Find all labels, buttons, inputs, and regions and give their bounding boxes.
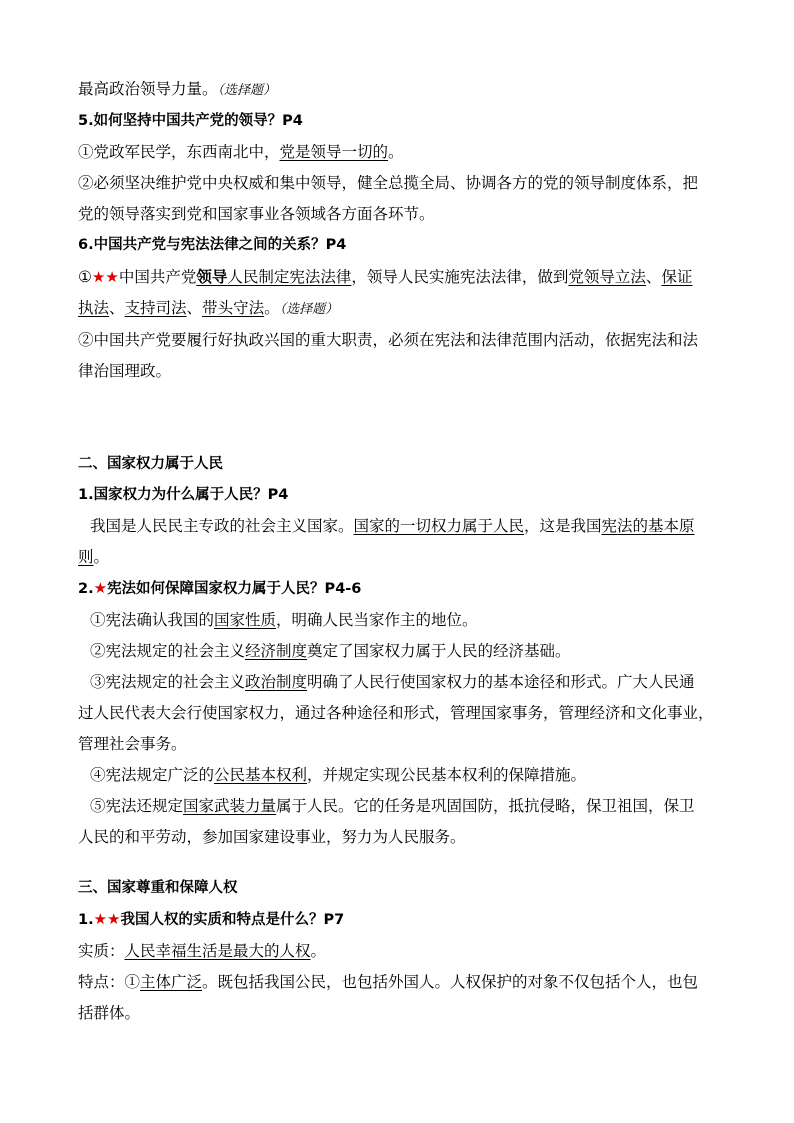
question-heading xyxy=(78,573,724,605)
answer-line xyxy=(78,760,724,791)
text: ③宪法规定的社会主义 xyxy=(90,673,246,691)
answer-line: 律治国理政。 xyxy=(78,362,172,380)
underlined-keyword: 公民基本权利 xyxy=(214,766,308,784)
section-heading: 三、国家尊重和保障人权 xyxy=(78,880,238,896)
underlined-keyword: 经济制度 xyxy=(245,642,308,660)
underlined-keyword: 领导 xyxy=(196,267,228,286)
text: 1. xyxy=(78,912,94,928)
text: 特点：① xyxy=(78,973,141,991)
answer-line xyxy=(78,261,724,293)
underlined-keyword: 带头守法 xyxy=(202,299,265,317)
answer-line xyxy=(78,542,724,573)
text: 。既包括我国公民，也包括外国人。人权保护的对象不仅包括个人，也包 xyxy=(202,973,699,991)
underlined-keyword: 执法 xyxy=(78,299,110,317)
text: 、 xyxy=(645,268,662,286)
answer-line xyxy=(78,636,724,667)
answer-line: 党的领导落实到党和国家事业各领域各方面各环节。 xyxy=(78,205,435,223)
section-heading: 二、国家权力属于人民 xyxy=(78,456,223,472)
text: 我国人权的实质和特点是什么？P7 xyxy=(120,912,345,928)
text: 宪法如何保障国家权力属于人民？P4-6 xyxy=(107,581,362,597)
answer-line xyxy=(78,511,724,542)
answer-line xyxy=(78,967,724,998)
text: ②宪法规定的社会主义 xyxy=(90,642,246,660)
question-heading: 5.如何坚持中国共产党的领导？P4 xyxy=(78,113,303,129)
text: ⑤宪法还规定 xyxy=(90,797,184,815)
text: 。 xyxy=(264,299,280,317)
text: 属于人民。它的任务是巩固国防，抵抗侵略，保卫祖国，保卫 xyxy=(276,797,695,815)
answer-line xyxy=(78,791,724,822)
note-label: （选择题） xyxy=(217,83,277,98)
text: 、 xyxy=(186,299,203,317)
text: 实质： xyxy=(78,942,125,960)
answer-line: 人民的和平劳动，参加国家建设事业，努力为人民服务。 xyxy=(78,828,466,846)
text: ④宪法规定广泛的 xyxy=(90,766,215,784)
underlined-keyword: 主体广泛 xyxy=(140,973,203,991)
underlined-keyword: 人民制定宪法法律 xyxy=(227,268,352,286)
text: ①宪法确认我国的 xyxy=(90,611,215,629)
underlined-keyword: 支持司法 xyxy=(124,299,187,317)
text: 中国共产党 xyxy=(118,268,197,286)
text: ，明确人民当家作主的地位。 xyxy=(276,611,478,629)
star-icon: ★★ xyxy=(91,268,119,286)
text: 2. xyxy=(78,581,94,597)
answer-line xyxy=(78,667,724,698)
text: ，并规定实现公民基本权利的保障措施。 xyxy=(307,766,587,784)
answer-line: ②必须坚决维护党中央权威和集中领导，健全总揽全局、协调各方的党的领导制度体系，把 xyxy=(78,174,699,192)
text: 。 xyxy=(93,548,110,566)
underlined-keyword: 党是领导一切的 xyxy=(279,143,389,161)
document-page xyxy=(78,74,724,1029)
text: 最高政治领导力量。 xyxy=(78,80,218,98)
text: ，这是我国 xyxy=(524,517,602,535)
text: 奠定了国家权力属于人民的经济基础。 xyxy=(307,642,571,660)
answer-line: 管理社会事务。 xyxy=(78,735,187,753)
underlined-keyword: 则 xyxy=(78,548,94,566)
answer-line: 过人民代表大会行使国家权力，通过各种途径和形式，管理国家事务，管理经济和文化事业， xyxy=(78,704,714,722)
text: 我国是人民民主专政的社会主义国家。 xyxy=(90,517,354,535)
underlined-keyword: 国家性质 xyxy=(214,611,277,629)
text-line xyxy=(78,74,724,106)
text: ① xyxy=(78,268,92,286)
text: 明确了人民行使国家权力的基本途径和形式。广大人民通 xyxy=(307,673,695,691)
question-heading: 6.中国共产党与宪法法律之间的关系？P4 xyxy=(78,237,347,253)
answer-line: 括群体。 xyxy=(78,1004,141,1022)
underlined-keyword: 政治制度 xyxy=(245,673,308,691)
question-heading xyxy=(78,904,724,936)
text: 。 xyxy=(310,942,327,960)
underlined-keyword: 国家武装力量 xyxy=(183,797,277,815)
answer-line xyxy=(78,137,724,168)
underlined-keyword: 国家的一切权力属于人民 xyxy=(353,517,525,535)
underlined-keyword: 保证 xyxy=(661,268,693,286)
underlined-keyword: 人民幸福生活是最大的人权 xyxy=(124,942,311,960)
answer-line xyxy=(78,293,724,325)
star-icon: ★★ xyxy=(93,910,121,928)
text: ①党政军民学，东西南北中， xyxy=(78,143,280,161)
question-heading: 1.国家权力为什么属于人民？P4 xyxy=(78,487,289,503)
text: ，领导人民实施宪法法律，做到 xyxy=(351,268,569,286)
star-icon: ★ xyxy=(93,579,108,597)
answer-line xyxy=(78,936,724,967)
underlined-keyword: 宪法的基本原 xyxy=(601,517,695,535)
underlined-keyword: 党领导立法 xyxy=(568,268,646,286)
text: 。 xyxy=(388,143,404,161)
text: 、 xyxy=(109,299,125,317)
note-label: （选择题） xyxy=(279,302,339,317)
answer-line: ②中国共产党要履行好执政兴国的重大职责，必须在宪法和法律范围内活动，依据宪法和法 xyxy=(78,331,699,349)
answer-line xyxy=(78,605,724,636)
